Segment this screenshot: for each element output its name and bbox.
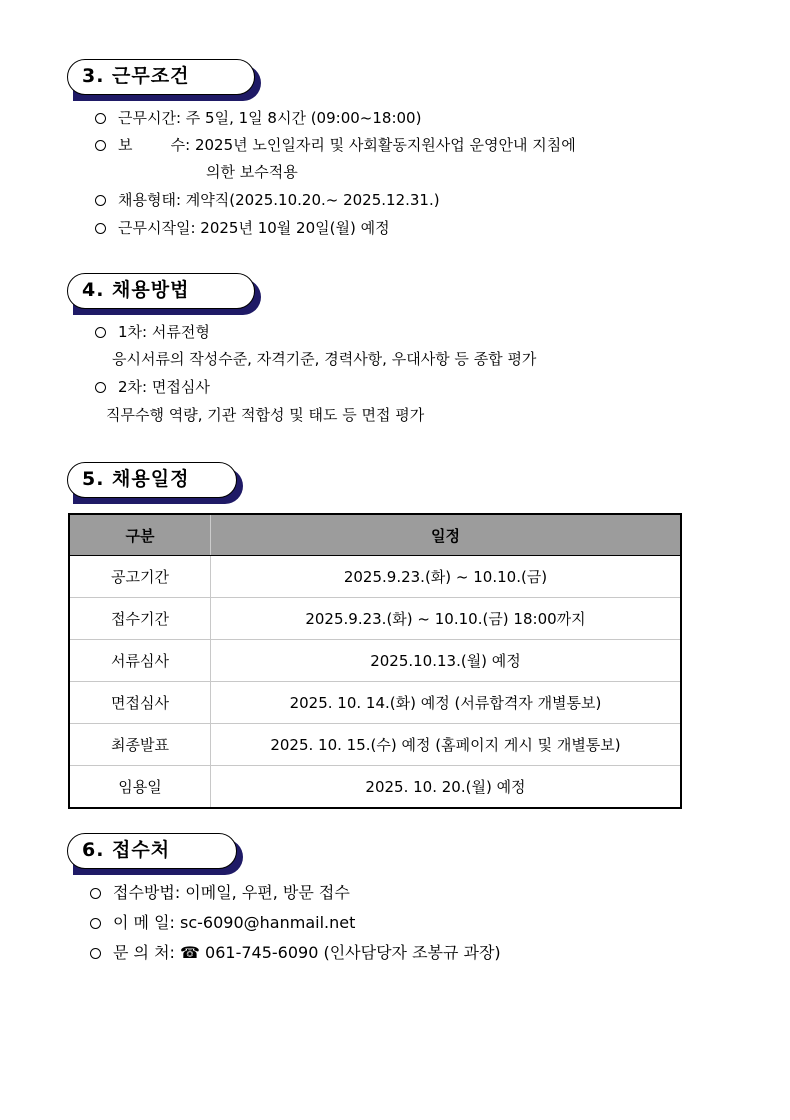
circle-bullet-icon — [95, 327, 106, 338]
table-row — [69, 640, 681, 682]
section-5-title: 5. 채용일정 — [67, 462, 237, 498]
circle-bullet-icon — [95, 382, 106, 393]
start-date-line: 근무시작일: 2025년 10월 20일(월) 예정 — [95, 218, 390, 238]
table-row — [69, 682, 681, 724]
table-row — [69, 724, 681, 766]
row-category: 접수기간 — [69, 598, 211, 640]
table-header-row — [69, 514, 681, 556]
section-4-heading — [67, 273, 255, 309]
schedule-table — [68, 513, 682, 809]
table-row — [69, 598, 681, 640]
step1-line: 1차: 서류전형 — [95, 322, 210, 342]
row-schedule: 2025. 10. 15.(수) 예정 (홈페이지 게시 및 개별통보) — [211, 724, 682, 766]
salary-line: 보 수: 2025년 노인일자리 및 사회활동지원사업 운영안내 지침에 — [95, 135, 576, 155]
circle-bullet-icon — [95, 140, 106, 151]
circle-bullet-icon — [90, 888, 101, 899]
row-schedule: 2025.10.13.(월) 예정 — [211, 640, 682, 682]
row-schedule: 2025. 10. 14.(화) 예정 (서류합격자 개별통보) — [211, 682, 682, 724]
apply-method-line: 접수방법: 이메일, 우편, 방문 접수 — [90, 883, 350, 903]
row-schedule: 2025.9.23.(화) ~ 10.10.(금) — [211, 556, 682, 598]
step2-line: 2차: 면접심사 — [95, 377, 210, 397]
row-schedule: 2025. 10. 20.(월) 예정 — [365, 778, 526, 796]
section-6-title: 6. 접수처 — [67, 833, 237, 869]
row-category: 최종발표 — [69, 724, 211, 766]
section-4-title: 4. 채용방법 — [67, 273, 255, 309]
circle-bullet-icon — [95, 195, 106, 206]
circle-bullet-icon — [90, 948, 101, 959]
work-hours-line: 근무시간: 주 5일, 1일 8시간 (09:00~18:00) — [95, 108, 421, 128]
section-6-heading — [67, 833, 237, 869]
section-3-title: 3. 근무조건 — [67, 59, 255, 95]
row-schedule: 2025.9.23.(화) ~ 10.10.(금) 18:00까지 — [211, 598, 682, 640]
email-line: 이 메 일: sc-6090@hanmail.net — [90, 913, 355, 933]
circle-bullet-icon — [95, 223, 106, 234]
circle-bullet-icon — [95, 113, 106, 124]
header-schedule: 일정 — [211, 514, 682, 556]
employment-type-line: 채용형태: 계약직(2025.10.20.~ 2025.12.31.) — [95, 190, 440, 210]
row-category: 서류심사 — [69, 640, 211, 682]
contact-line: 문 의 처: ☎ 061-745-6090 (인사담당자 조봉규 과장) — [90, 943, 501, 963]
step2-detail: 직무수행 역량, 기관 적합성 및 태도 등 면접 평가 — [106, 406, 425, 424]
row-category: 면접심사 — [69, 682, 211, 724]
circle-bullet-icon — [90, 918, 101, 929]
row-category: 임용일 — [69, 766, 211, 809]
table-row — [69, 766, 681, 809]
section-3-heading — [67, 59, 255, 95]
section-5-heading — [67, 462, 237, 498]
table-row — [69, 556, 681, 598]
header-category: 구분 — [69, 514, 211, 556]
step1-detail: 응시서류의 작성수준, 자격기준, 경력사항, 우대사항 등 종합 평가 — [112, 350, 537, 368]
row-category: 공고기간 — [69, 556, 211, 598]
salary-line-cont: 의한 보수적용 — [206, 163, 298, 181]
